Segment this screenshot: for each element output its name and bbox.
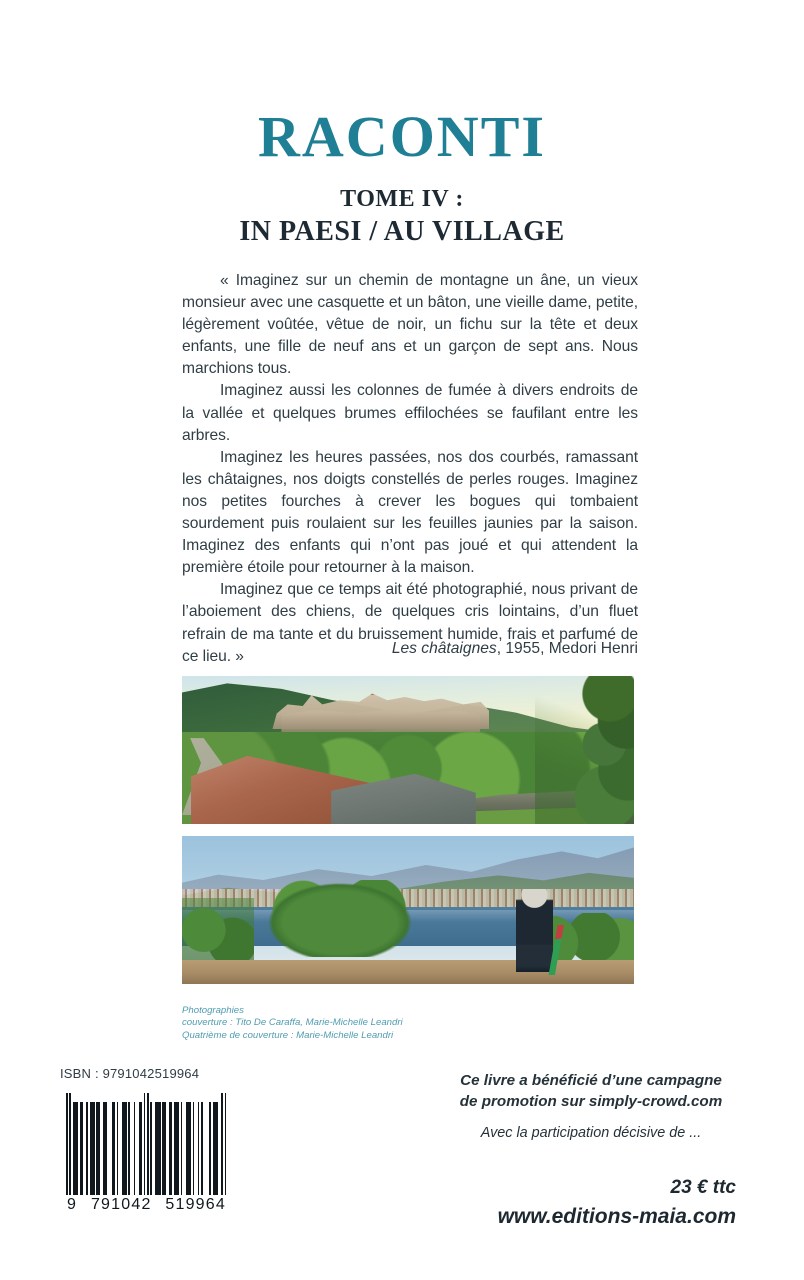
barcode-digit-group: 9 bbox=[67, 1196, 78, 1213]
barcode-digit-group: 791042 bbox=[90, 1196, 152, 1213]
photo-credits-heading: Photographies bbox=[182, 1005, 244, 1016]
page-title: RACONTI bbox=[258, 104, 546, 169]
excerpt-paragraph: Imaginez les heures passées, nos dos courbés, ramassant les châtaignes, nos doigts constellés de perles rouges. Imaginez nos petites fourches à crever les bogues qui tombaient sourdement puis roulaient sur les feuilles jaunies par la saison. Imaginez des enfants qui n’ont pas joué et qui attendent la première étoile pour retourner à la maison. bbox=[182, 448, 638, 577]
barcode-digits bbox=[66, 1196, 227, 1214]
village-right-tree bbox=[535, 676, 634, 824]
flock-shepherd bbox=[516, 889, 552, 972]
promo-line-2: de promotion sur simply-crowd.com bbox=[459, 1093, 723, 1110]
excerpt-paragraph: Imaginez que ce temps ait été photographié, nous privant de l’aboiement des chiens, de quelques cris lointains, d’un fluet refrain de ma tante et du bruissement humide, frais et parfumé de ce lieu. » bbox=[182, 581, 638, 665]
isbn-label: ISBN : 9791042519964 bbox=[60, 1066, 200, 1081]
village-photo bbox=[182, 676, 634, 824]
photo-credits-back: Quatrième de couverture : Marie-Michelle Leandri bbox=[182, 1029, 394, 1041]
barcode-bars bbox=[66, 1093, 227, 1195]
excerpt-paragraph: Imaginez aussi les colonnes de fumée à divers endroits de la vallée et quelques brumes effilochées se faufilant entre les arbres. bbox=[182, 382, 638, 444]
photo-credits-cover: couverture : Tito De Caraffa, Marie-Michelle Leandri bbox=[182, 1017, 403, 1029]
tome-label: TOME IV : bbox=[340, 186, 464, 212]
excerpt-text bbox=[182, 270, 638, 668]
attribution-details: , 1955, Medori Henri bbox=[496, 640, 638, 657]
publisher-website: www.editions-maia.com bbox=[497, 1205, 736, 1228]
excerpt-paragraph: « Imaginez sur un chemin de montagne un âne, un vieux monsieur avec une casquette et un bâton, une vieille dame, petite, légèrement voûtée, vêtue de noir, un fichu sur la tête et deux enfants, une fille de neuf ans et un garçon de sept ans. Nous marchions tous. bbox=[182, 272, 638, 378]
photo-credits bbox=[182, 1005, 403, 1042]
excerpt-attribution bbox=[182, 640, 638, 658]
flock-photo bbox=[182, 836, 634, 984]
attribution-work-title: Les châtaignes bbox=[391, 640, 497, 657]
subtitle: IN PAESI / AU VILLAGE bbox=[239, 216, 565, 248]
barcode-digit-group: 519964 bbox=[165, 1196, 226, 1213]
barcode bbox=[66, 1093, 227, 1214]
price-label: 23 € ttc bbox=[670, 1177, 736, 1198]
promo-line-1: Ce livre a bénéficié d’une campagne bbox=[460, 1072, 722, 1089]
promo-text bbox=[446, 1070, 736, 1112]
participation-text: Avec la participation décisive de ... bbox=[480, 1125, 702, 1141]
title-block bbox=[0, 104, 804, 248]
flock-sheep bbox=[200, 940, 507, 967]
